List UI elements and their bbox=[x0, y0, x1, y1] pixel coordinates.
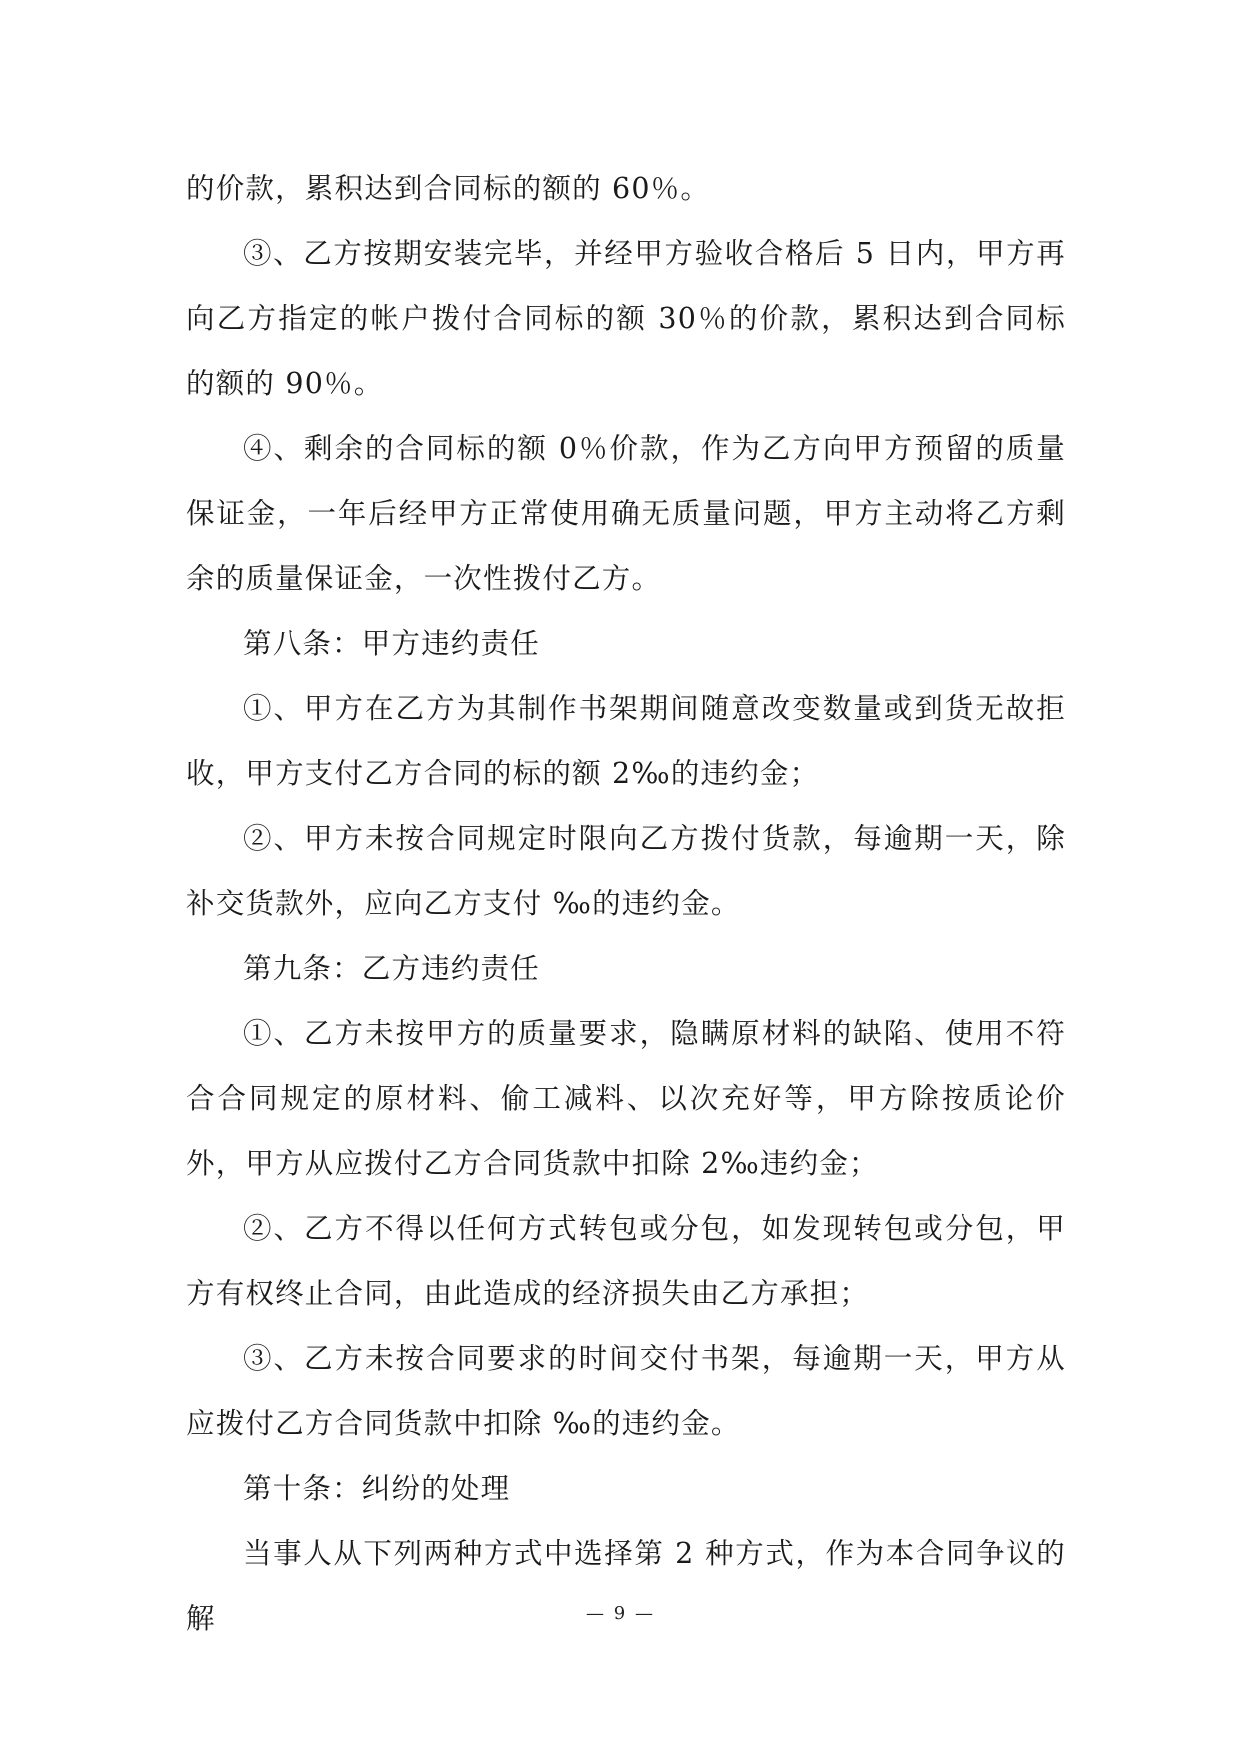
paragraph-clause-4: ④、剩余的合同标的额 0％价款，作为乙方向甲方预留的质量保证金，一年后经甲方正常使用确无质量问题，甲方主动将乙方剩余的质量保证金，一次性拨付乙方。 bbox=[186, 432, 1066, 595]
article-8-clause-1: ①、甲方在乙方为其制作书架期间随意改变数量或到货无故拒收，甲方支付乙方合同的标的额 2‰的违约金； bbox=[186, 692, 1066, 790]
article-10-heading: 第十条：纠纷的处理 bbox=[243, 1472, 511, 1505]
article-10-intro: 当事人从下列两种方式中选择第 2 种方式，作为本合同争议的解 bbox=[186, 1537, 1066, 1635]
article-9-clause-1: ①、乙方未按甲方的质量要求，隐瞒原材料的缺陷、使用不符合合同规定的原材料、偷工减料、以次充好等，甲方除按质论价外，甲方从应拨付乙方合同货款中扣除 2‰违约金； bbox=[186, 1017, 1066, 1180]
page-number: — 9 — bbox=[586, 1603, 655, 1624]
article-8-heading: 第八条：甲方违约责任 bbox=[243, 627, 541, 660]
paragraph-continuation: 的价款，累积达到合同标的额的 60％。 bbox=[186, 172, 711, 205]
article-8-clause-2: ②、甲方未按合同规定时限向乙方拨付货款，每逾期一天，除补交货款外，应向乙方支付 ‰的违约金。 bbox=[186, 822, 1066, 920]
article-9-clause-2: ②、乙方不得以任何方式转包或分包，如发现转包或分包，甲方有权终止合同，由此造成的经济损失由乙方承担； bbox=[186, 1212, 1066, 1310]
article-9-heading: 第九条：乙方违约责任 bbox=[243, 952, 541, 985]
document-body bbox=[186, 156, 1066, 1651]
article-9-clause-3: ③、乙方未按合同要求的时间交付书架，每逾期一天，甲方从应拨付乙方合同货款中扣除 ‰的违约金。 bbox=[186, 1342, 1066, 1440]
paragraph-clause-3: ③、乙方按期安装完毕，并经甲方验收合格后 5 日内，甲方再向乙方指定的帐户拨付合同标的额 30％的价款，累积达到合同标的额的 90％。 bbox=[186, 237, 1066, 400]
